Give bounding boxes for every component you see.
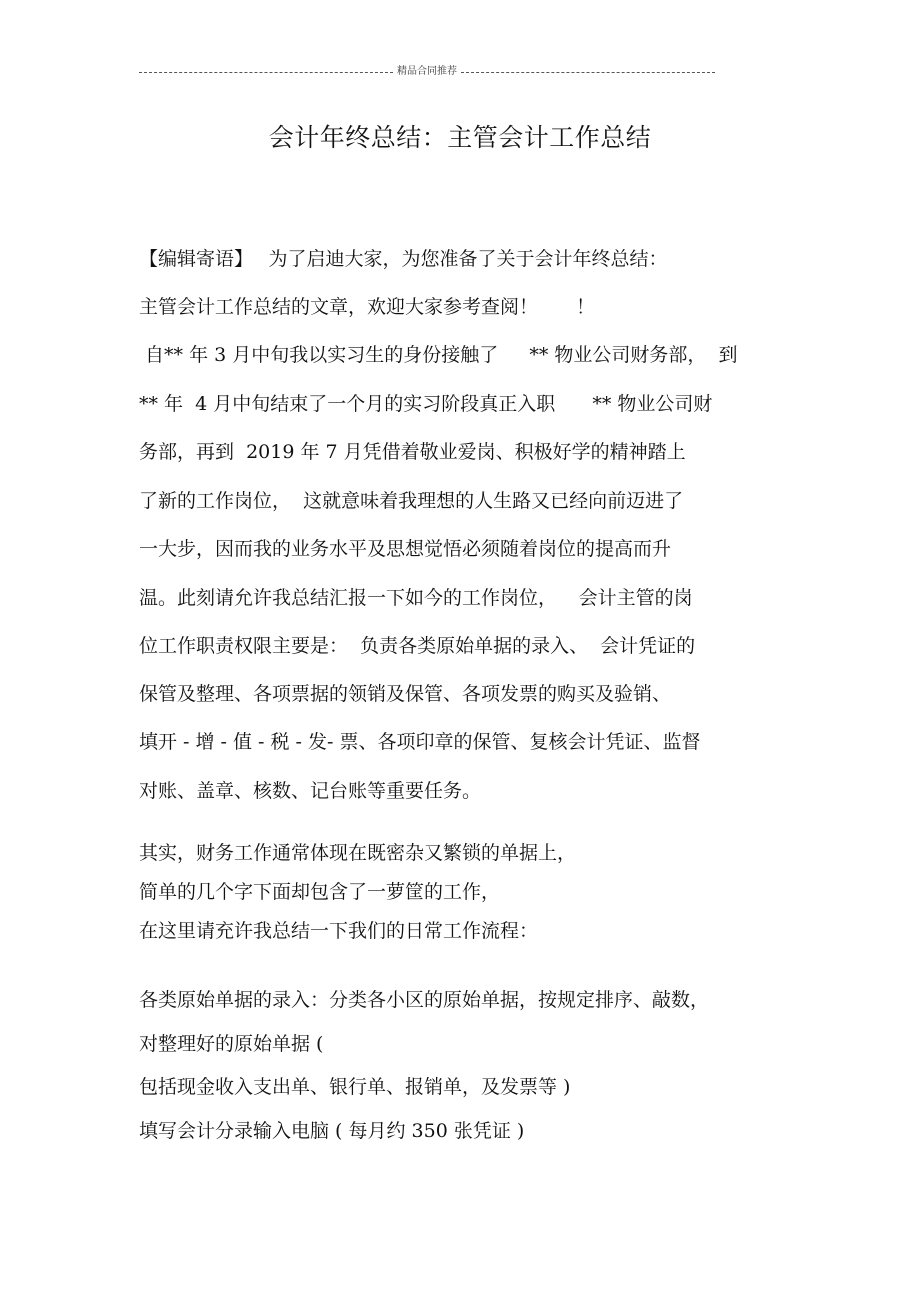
body-line: 简单的几个字下面却包含了一萝筐的工作， xyxy=(139,881,501,903)
body-line: 一大步，因而我的业务水平及思想觉悟必须随着岗位的提高而升 xyxy=(139,538,672,560)
body-line: 各类原始单据的录入：分类各小区的原始单据，按规定排序、敲数， xyxy=(139,989,710,1011)
body-line: 务部，再到 2019 年 7 月凭借着敬业爱岗、积极好学的精神踏上 xyxy=(139,441,686,463)
header-dashed-rule-right xyxy=(461,72,715,73)
body-line: 保管及整理、各项票据的领销及保管、各项发票的购买及验销、 xyxy=(139,683,672,705)
document-title: 会计年终总结：主管会计工作总结 xyxy=(268,123,652,152)
header-label: 精品合同推荐 xyxy=(397,66,457,77)
body-line: 主管会计工作总结的文章，欢迎大家参考查阅！ ！ xyxy=(139,296,596,318)
body-line: 对整理好的原始单据 ( xyxy=(139,1033,324,1055)
body-line: 填写会计分录输入电脑 ( 每月约 350 张凭证 ) xyxy=(139,1120,525,1142)
body-line: 自** 年 3 月中旬我以实习生的身份接触了 ** 物业公司财务部， 到 xyxy=(139,344,738,366)
body-line: 了新的工作岗位， 这就意味着我理想的人生路又已经向前迈进了 xyxy=(139,490,684,512)
body-line: 其实，财务工作通常体现在既密杂又繁锁的单据上， xyxy=(139,842,577,864)
body-line: ** 年 4 月中旬结束了一个月的实习阶段真正入职 ** 物业公司财 xyxy=(139,393,713,415)
body-line: 在这里请充许我总结一下我们的日常工作流程： xyxy=(139,920,539,942)
body-line: 【编辑寄语】 为了启迪大家，为您准备了关于会计年终总结： xyxy=(139,248,668,270)
page-header xyxy=(139,64,715,80)
body-line: 填开 - 增 - 值 - 税 - 发- 票、各项印章的保管、复核会计凭证、监督 xyxy=(139,731,701,753)
body-line: 包括现金收入支出单、银行单、报销单，及发票等 ) xyxy=(139,1076,571,1098)
body-line: 位工作职责权限主要是： 负责各类原始单据的录入、 会计凭证的 xyxy=(139,635,696,657)
body-line: 温。此刻请允许我总结汇报一下如今的工作岗位， 会计主管的岗 xyxy=(139,587,693,609)
body-line: 对账、盖章、核数、记台账等重要任务。 xyxy=(139,780,482,802)
header-dashed-rule-left xyxy=(139,72,393,73)
